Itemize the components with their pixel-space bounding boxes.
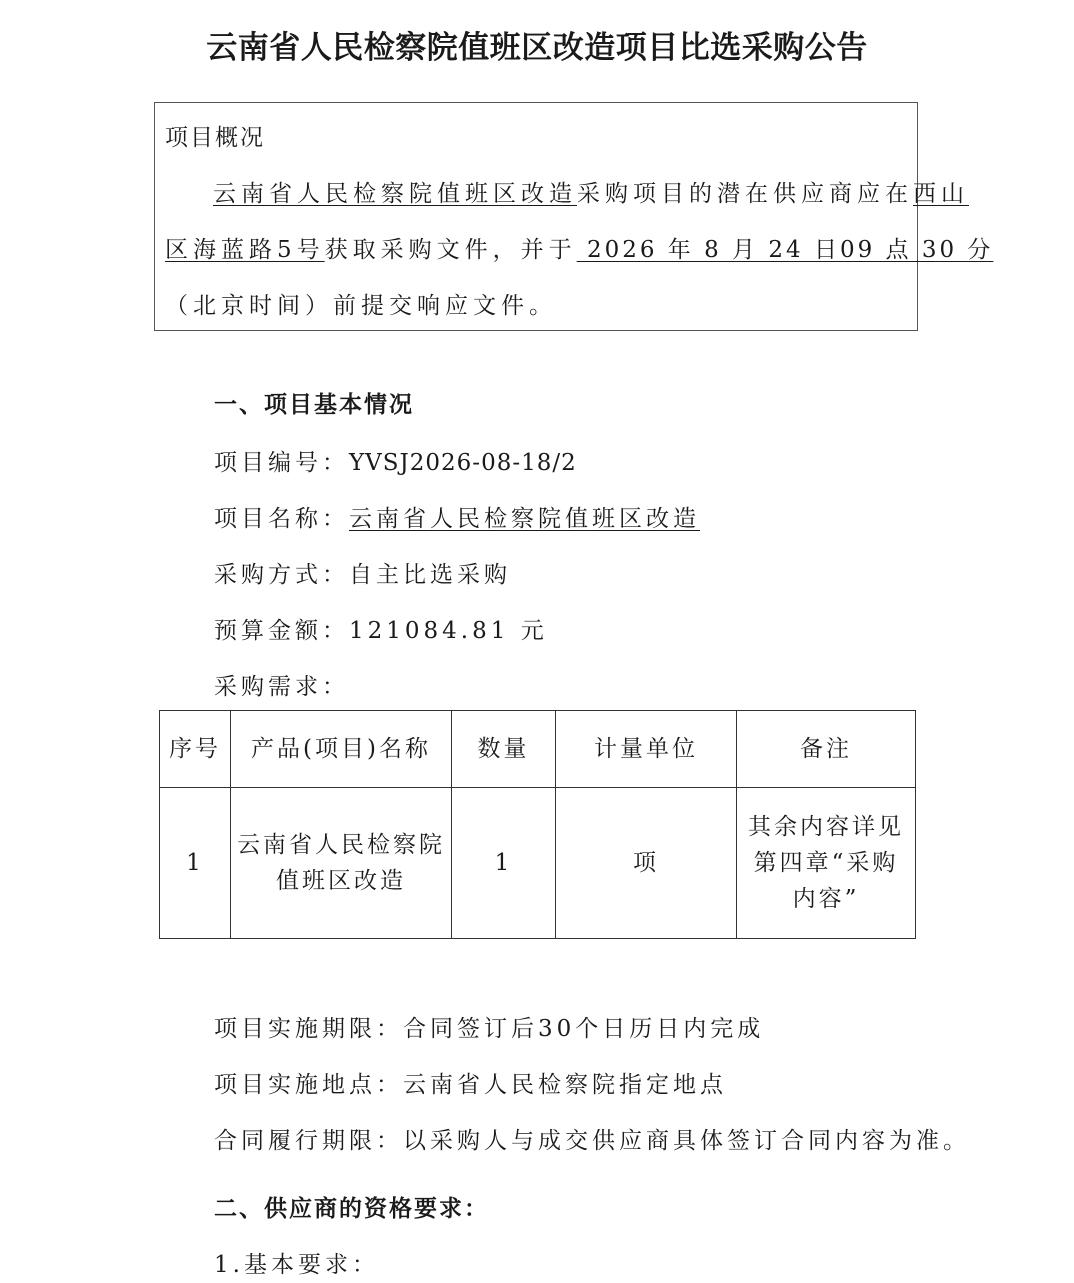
overview-line-3: （北京时间）前提交响应文件。: [165, 293, 557, 319]
procurement-method-label: 采购方式：: [214, 562, 349, 588]
procurement-method-row: [214, 556, 511, 589]
overview-project-name: 云南省人民检察院值班区改造: [213, 181, 577, 207]
implementation-period-value: 合同签订后30个日历日内完成: [403, 1016, 765, 1042]
implementation-location-row: [214, 1066, 727, 1099]
header-no: 序号: [160, 711, 231, 788]
project-number-value: YVSJ2026-08-18/2: [349, 450, 577, 476]
header-note: 备注: [737, 711, 916, 788]
project-name-value: 云南省人民检察院值班区改造: [349, 506, 700, 532]
table-header-row: [160, 711, 916, 788]
cell-name-line-2: 值班区改造: [276, 868, 406, 894]
cell-note-line-1: 其余内容详见: [748, 814, 904, 840]
cell-note-line-3: 内容”: [792, 886, 860, 912]
cell-note-line-2: 第四章“采购: [753, 850, 899, 876]
overview-place-a: 西山: [913, 181, 969, 207]
project-number-row: [214, 444, 577, 477]
project-overview-box: [154, 102, 994, 331]
cell-note: [737, 788, 916, 939]
cell-unit: 项: [556, 788, 737, 939]
budget-row: [214, 612, 548, 645]
procurement-demand-label: 采购需求：: [214, 674, 349, 700]
contract-period-label: 合同履行期限：: [214, 1128, 403, 1154]
implementation-location-value: 云南省人民检察院指定地点: [403, 1072, 727, 1098]
contract-period-row: [214, 1122, 970, 1155]
overview-heading: 项目概况: [165, 125, 265, 151]
cell-name: [231, 788, 452, 939]
cell-name-line-1: 云南省人民检察院: [237, 832, 445, 858]
budget-label: 预算金额：: [214, 618, 349, 644]
implementation-period-row: [214, 1010, 764, 1043]
document-title: 云南省人民检察院值班区改造项目比选采购公告: [206, 30, 868, 66]
implementation-period-label: 项目实施期限：: [214, 1016, 403, 1042]
section1-heading: 一、项目基本情况: [214, 392, 414, 418]
basic-requirements-label: 1.基本要求：: [214, 1252, 379, 1278]
requirements-table: [159, 710, 916, 939]
cell-qty: 1: [452, 788, 556, 939]
overview-deadline: 2026 年 8 月 24 日09 点 30 分: [576, 237, 994, 263]
cell-no: 1: [160, 788, 231, 939]
overview-place-b: 区海蓝路5号: [165, 237, 325, 263]
overview-line-1: [213, 175, 969, 208]
contract-period-value: 以采购人与成交供应商具体签订合同内容为准。: [403, 1128, 970, 1154]
project-name-row: [214, 500, 700, 533]
procurement-method-value: 自主比选采购: [349, 562, 511, 588]
header-name: 产品(项目)名称: [231, 711, 452, 788]
overview-text-1: 采购项目的潜在供应商应在: [577, 181, 913, 207]
budget-value: 121084.81 元: [349, 618, 548, 644]
project-number-label: 项目编号：: [214, 450, 349, 476]
section2-heading: 二、供应商的资格要求：: [214, 1196, 489, 1222]
header-unit: 计量单位: [556, 711, 737, 788]
overview-text-2: 获取采购文件，并于: [324, 237, 577, 263]
table-row: [160, 788, 916, 939]
header-qty: 数量: [452, 711, 556, 788]
implementation-location-label: 项目实施地点：: [214, 1072, 403, 1098]
overview-line-2: [165, 231, 993, 264]
project-name-label: 项目名称：: [214, 506, 349, 532]
